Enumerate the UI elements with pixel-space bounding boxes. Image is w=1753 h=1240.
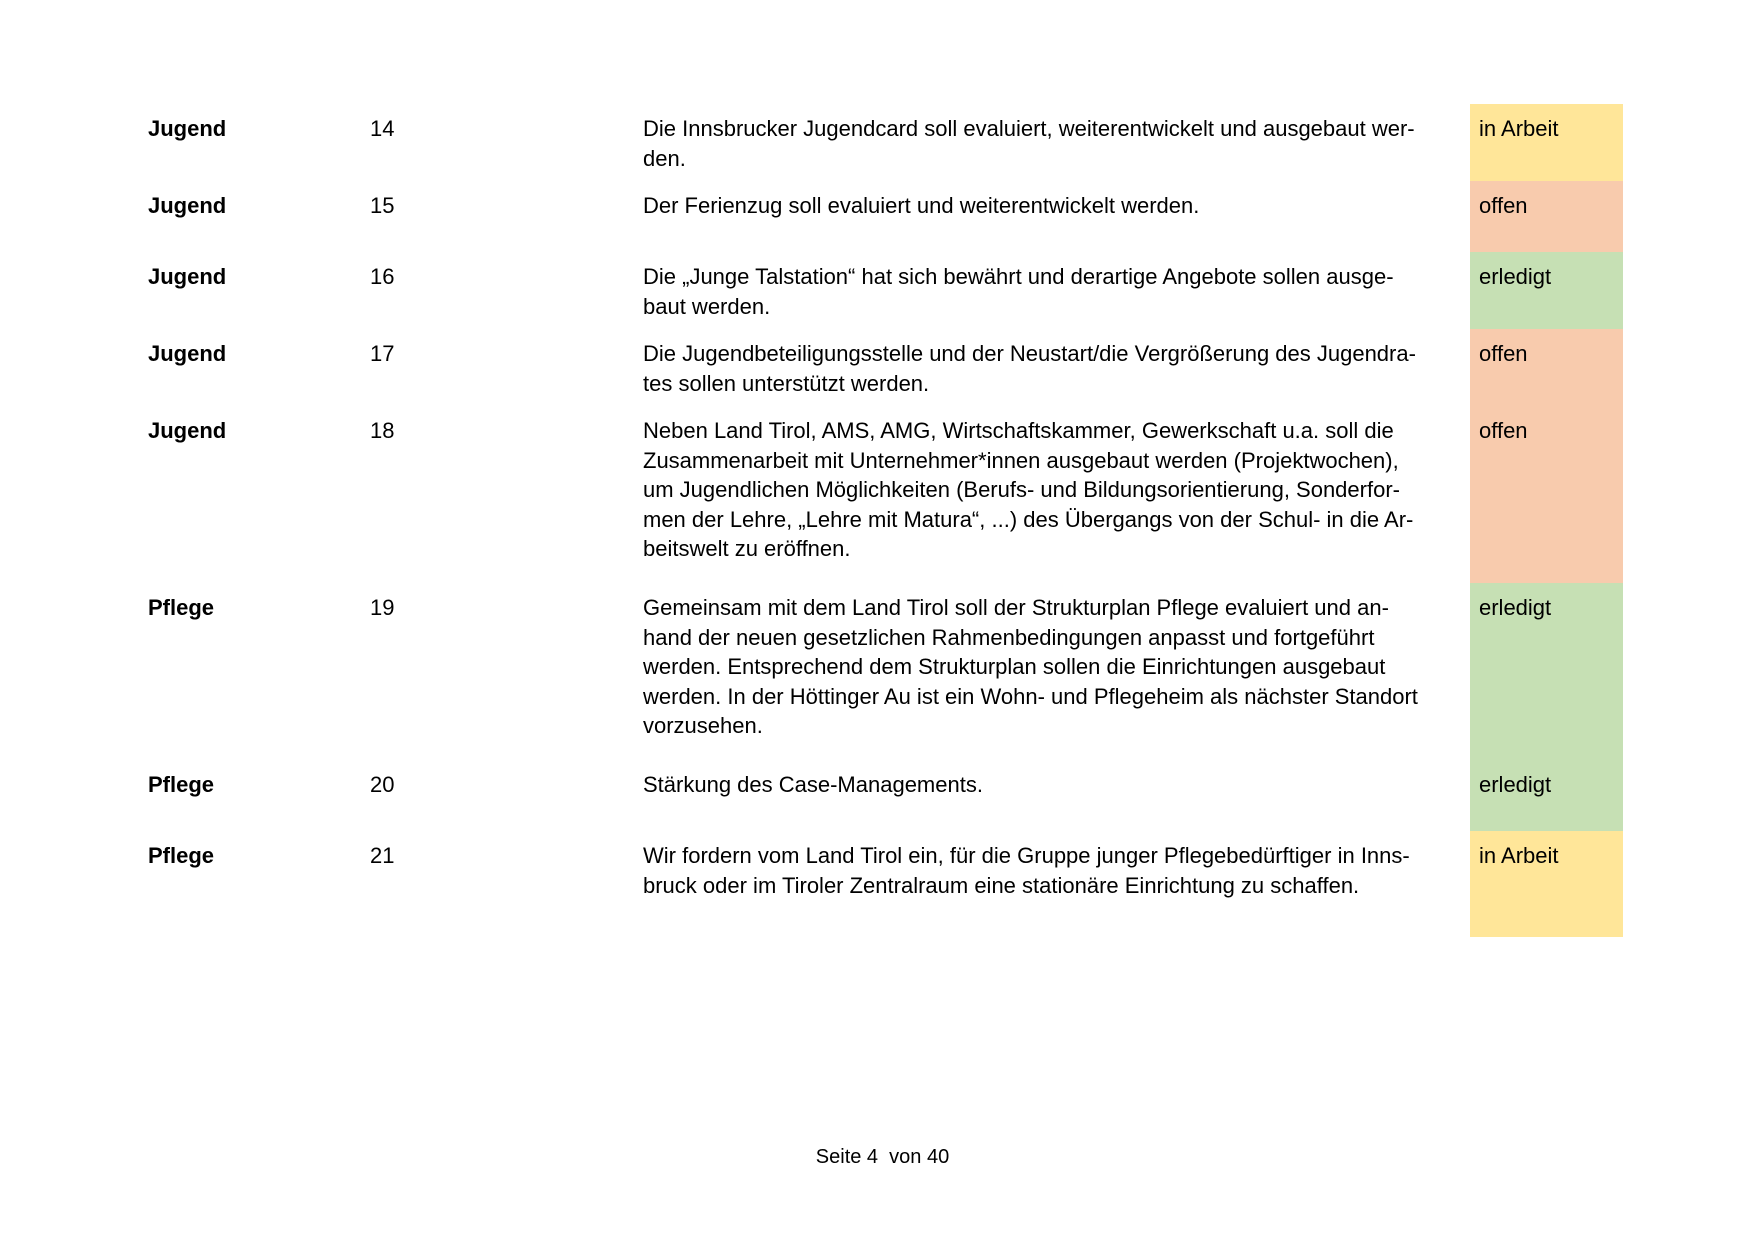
status-cell: offen xyxy=(1470,329,1623,406)
number-cell: 19 xyxy=(370,595,395,620)
measure-text-cell: Neben Land Tirol, AMS, AMG, Wirtschaftskammer, Gewerkschaft u.a. soll die Zusammenarbeit mit Unternehmer*innen ausgebaut werden (Projektwochen), um Jugendlichen Möglichkeiten (Berufs- und Bildungsorientierung, Sonderfor- men der Lehre, „Lehre mit Matura“, ...) des Übergangs von der Schul- in die Ar- beitswelt zu eröffnen. xyxy=(643,418,1414,561)
table-row xyxy=(0,329,1753,406)
category-cell: Jugend xyxy=(148,264,227,289)
number-cell: 18 xyxy=(370,418,395,443)
measure-text-cell: Gemeinsam mit dem Land Tirol soll der Strukturplan Pflege evaluiert und an- hand der neuen gesetzlichen Rahmenbedingungen anpasst und fortgeführt werden. Entsprechend dem Strukturplan sollen die Einrichtungen ausgebaut werden. In der Höttinger Au ist ein Wohn- und Pflegeheim als nächster Standort vorzusehen. xyxy=(643,595,1418,738)
measure-text-cell: Die Innsbrucker Jugendcard soll evaluiert, weiterentwickelt und ausgebaut wer- den. xyxy=(643,116,1415,171)
category-cell: Jugend xyxy=(148,341,227,366)
category-cell: Pflege xyxy=(148,595,215,620)
measure-text-cell: Wir fordern vom Land Tirol ein, für die Gruppe junger Pflegebedürftiger in Inns- bruck oder im Tiroler Zentralraum eine stationäre Einrichtung zu schaffen. xyxy=(643,843,1410,898)
category-cell: Jugend xyxy=(148,418,227,443)
number-cell: 17 xyxy=(370,341,395,366)
number-cell: 16 xyxy=(370,264,395,289)
page-number-footer: Seite 4 von 40 xyxy=(815,1146,950,1168)
measure-text-cell: Die Jugendbeteiligungsstelle und der Neustart/die Vergrößerung des Jugendra- tes sollen unterstützt werden. xyxy=(643,341,1416,396)
table-row xyxy=(0,252,1753,329)
number-cell: 21 xyxy=(370,843,395,868)
status-cell: in Arbeit xyxy=(1470,831,1623,937)
table-row xyxy=(0,831,1753,937)
measure-text-cell: Die „Junge Talstation“ hat sich bewährt und derartige Angebote sollen ausge- baut werden. xyxy=(643,264,1394,319)
category-cell: Jugend xyxy=(148,193,227,218)
status-cell: in Arbeit xyxy=(1470,104,1623,181)
table-row xyxy=(0,583,1753,760)
status-cell: offen xyxy=(1470,406,1623,583)
number-cell: 15 xyxy=(370,193,395,218)
table-row xyxy=(0,181,1753,252)
category-cell: Pflege xyxy=(148,772,215,797)
category-cell: Pflege xyxy=(148,843,215,868)
table-row xyxy=(0,406,1753,583)
table-row xyxy=(0,104,1753,181)
measure-text-cell: Stärkung des Case-Managements. xyxy=(643,772,983,797)
status-cell: erledigt xyxy=(1470,583,1623,760)
number-cell: 14 xyxy=(370,116,395,141)
table-row xyxy=(0,760,1753,831)
status-cell: erledigt xyxy=(1470,252,1623,329)
number-cell: 20 xyxy=(370,772,395,797)
category-cell: Jugend xyxy=(148,116,227,141)
status-cell: offen xyxy=(1470,181,1623,252)
measure-text-cell: Der Ferienzug soll evaluiert und weiterentwickelt werden. xyxy=(643,193,1200,218)
status-cell: erledigt xyxy=(1470,760,1623,831)
